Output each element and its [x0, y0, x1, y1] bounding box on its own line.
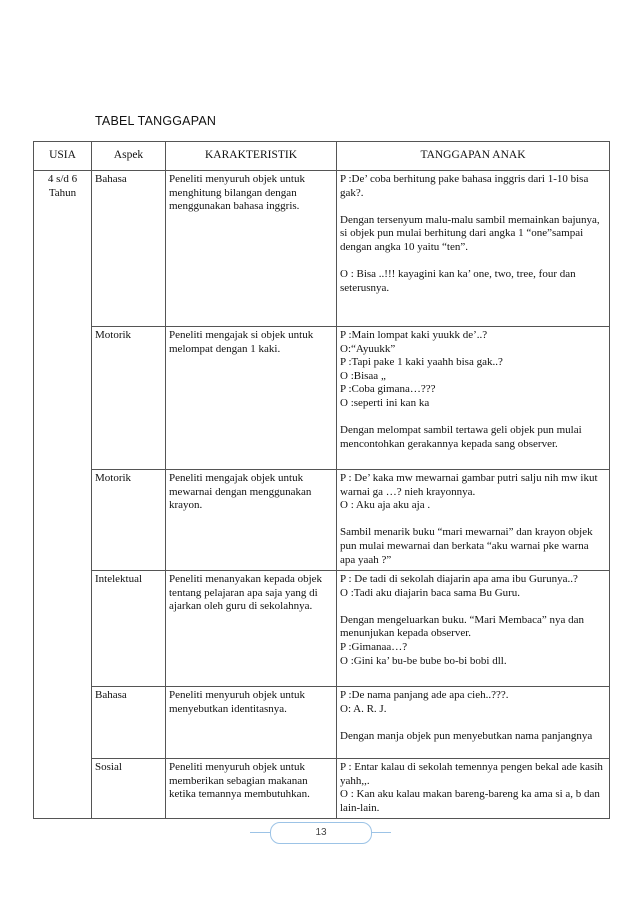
table-row	[34, 571, 610, 687]
tanggapan-line: O :Gini ka’ bu-be bube bo-bi bobi dll.	[340, 654, 507, 667]
tanggapan-line	[340, 411, 606, 425]
tanggapan-line: P : De tadi di sekolah diajarin apa ama ibu Gurunya..?	[340, 573, 578, 585]
tanggapan-cell	[337, 687, 610, 759]
tanggapan-line	[340, 716, 606, 730]
usia-cell: 4 s/d 6 Tahun	[34, 171, 92, 819]
page-number-rule-left	[250, 832, 270, 833]
tanggapan-cell	[337, 327, 610, 470]
table-row	[34, 171, 610, 327]
table-row	[34, 470, 610, 571]
table-title: TABEL TANGGAPAN	[95, 114, 217, 128]
tanggapan-line: P : De’ kaka mw mewarnai gambar putri salju nih mw ikut warnai ga …? nieh krayonnya.	[340, 472, 601, 498]
tanggapan-line: O :seperti ini kan ka	[340, 396, 430, 409]
tanggapan-line: O: A. R. J.	[340, 702, 387, 715]
karakteristik-cell: Peneliti mengajak si objek untuk melompat dengan 1 kaki.	[166, 327, 337, 470]
karakteristik-cell: Peneliti menanyakan kepada objek tentang pelajaran apa saja yang di ajarkan oleh guru di sekolahnya.	[166, 571, 337, 687]
tanggapan-line: Sambil menarik buku “mari mewarnai” dan krayon objek pun mulai mewarnai dan berkata “aku warnai pke warna apa yaah ?”	[340, 526, 596, 566]
header-usia: USIA	[34, 142, 92, 171]
tanggapan-line: P :De’ coba berhitung pake bahasa inggris dari 1-10 bisa gak?.	[340, 173, 592, 199]
tanggapan-line: Dengan manja objek pun menyebutkan nama panjangnya	[340, 729, 593, 742]
tanggapan-line: O : Kan aku kalau makan bareng-bareng ka ama si a, b dan lain-lain.	[340, 788, 603, 814]
tanggapan-line: Dengan melompat sambil tertawa geli objek pun mulai mencontohkan gerakannya kepada sang observer.	[340, 424, 585, 450]
table-row	[34, 759, 610, 819]
response-table	[33, 141, 610, 819]
tanggapan-line: Dengan mengeluarkan buku. “Mari Membaca” nya dan menunjukan kepada observer.	[340, 613, 587, 640]
karakteristik-cell: Peneliti menyuruh objek untuk menyebutkan identitasnya.	[166, 687, 337, 759]
tanggapan-line	[340, 600, 606, 614]
tanggapan-line: P :Gimanaa…?	[340, 640, 408, 653]
tanggapan-line: P :Tapi pake 1 kaki yaahh bisa gak..?	[340, 356, 503, 369]
aspek-cell: Intelektual	[92, 571, 166, 687]
table-row	[34, 327, 610, 470]
aspek-cell: Bahasa	[92, 171, 166, 327]
tanggapan-line	[340, 513, 606, 527]
karakteristik-cell: Peneliti mengajak objek untuk mewarnai dengan menggunakan krayon.	[166, 470, 337, 571]
tanggapan-line: O :Bisaa „	[340, 369, 386, 382]
aspek-cell: Motorik	[92, 470, 166, 571]
tanggapan-line: O : Aku aja aku aja .	[340, 499, 431, 512]
header-aspek: Aspek	[92, 142, 166, 171]
tanggapan-cell	[337, 759, 610, 819]
header-row	[34, 142, 610, 171]
karakteristik-cell: Peneliti menyuruh objek untuk memberikan sebagian makanan ketika temannya membutuhkan.	[166, 759, 337, 819]
tanggapan-line	[340, 255, 606, 269]
karakteristik-cell: Peneliti menyuruh objek untuk menghitung bilangan dengan menggunakan bahasa inggris.	[166, 171, 337, 327]
tanggapan-line: O:“Ayuukk”	[340, 342, 396, 355]
aspek-cell: Motorik	[92, 327, 166, 470]
header-tanggapan: TANGGAPAN ANAK	[337, 142, 610, 171]
tanggapan-line	[340, 200, 606, 214]
tanggapan-line: P :Coba gimana…???	[340, 383, 436, 396]
tanggapan-cell	[337, 571, 610, 687]
tanggapan-cell	[337, 470, 610, 571]
page-number: 13	[270, 822, 372, 844]
tanggapan-cell	[337, 171, 610, 327]
tanggapan-line: O :Tadi aku diajarin baca sama Bu Guru.	[340, 586, 521, 599]
tanggapan-line: P : Entar kalau di sekolah temennya pengen bekal ade kasih yahh,,.	[340, 761, 606, 787]
page-number-rule-right	[371, 832, 391, 833]
tanggapan-line: P :Main lompat kaki yuukk de’..?	[340, 329, 488, 341]
tanggapan-line: Dengan tersenyum malu-malu sambil memainkan bajunya, si objek pun mulai berhitung dari angka 1 “one”sampai dengan angka 10 yaitu “ten”.	[340, 213, 603, 253]
header-karakteristik: KARAKTERISTIK	[166, 142, 337, 171]
tanggapan-line: O : Bisa ..!!! kayagini kan ka’ one, two, tree, four dan seterusnya.	[340, 268, 579, 294]
table-row	[34, 687, 610, 759]
aspek-cell: Sosial	[92, 759, 166, 819]
tanggapan-line: P :De nama panjang ade apa cieh..???.	[340, 689, 509, 701]
aspek-cell: Bahasa	[92, 687, 166, 759]
